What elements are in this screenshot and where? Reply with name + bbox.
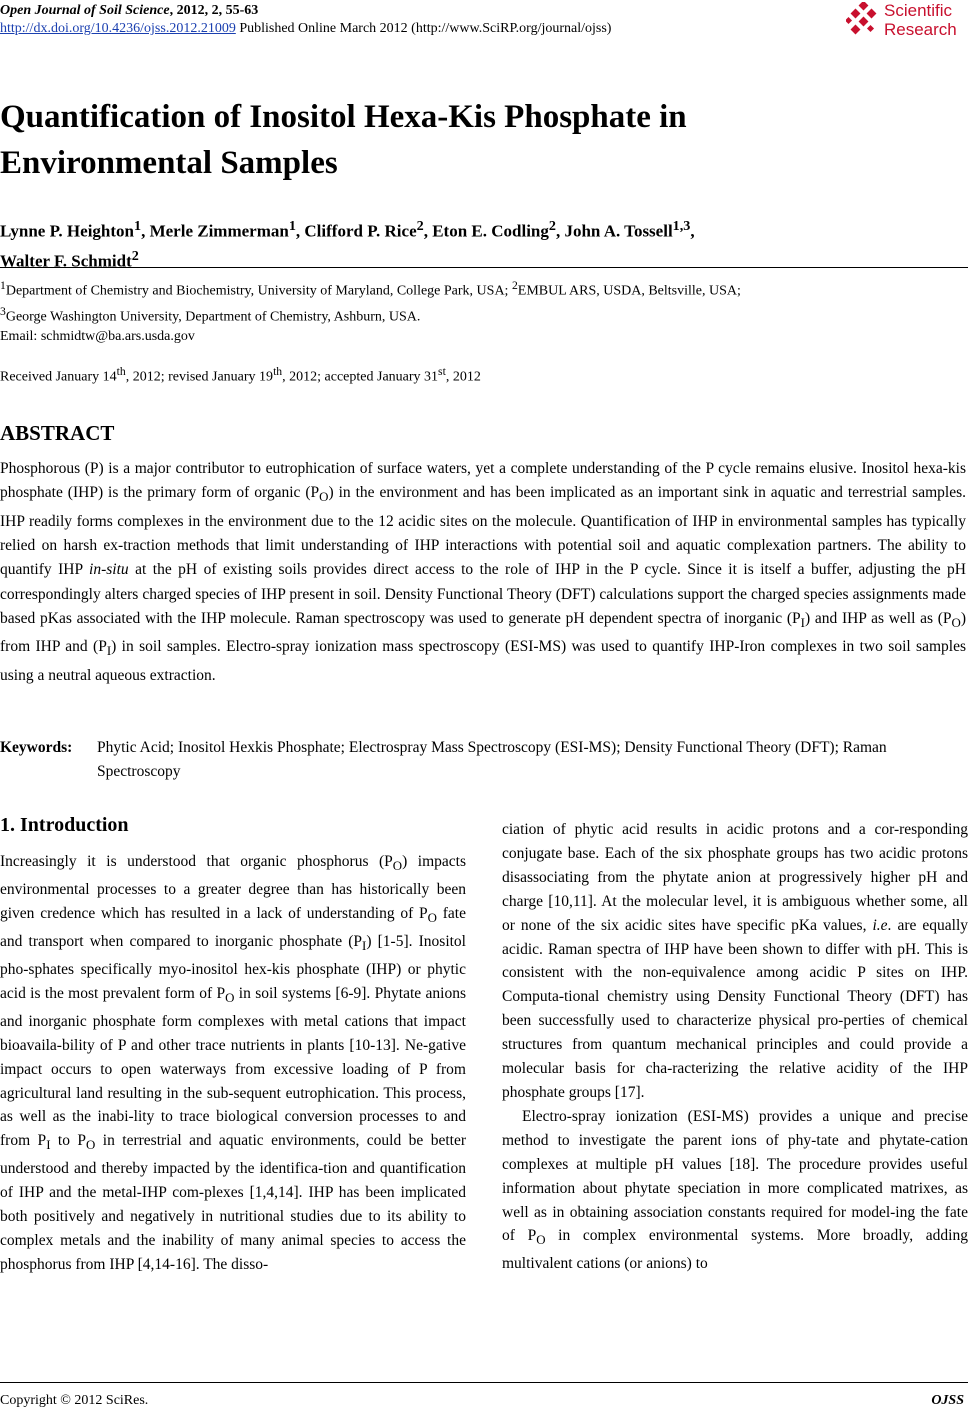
keywords xyxy=(0,736,966,784)
logo-mark-icon xyxy=(846,2,880,40)
publisher-logo xyxy=(846,0,966,44)
author: Lynne P. Heighton xyxy=(0,221,134,241)
journal-header xyxy=(0,2,258,20)
abstract-body: Phosphorous (P) is a major contributor to eutrophication of surface waters, yet a complete understanding of the P cycle remains elusive. Inositol hexa-kis phosphate (IHP) is the primary form of organic $(P_O)$ in the environment and has been implicated as an important sink in aquatic and terrestrial samples. IHP readily forms complexes in the environment due to the 12 acidic sites on the molecule. Quantification of IHP in environmental samples has typically relied on harsh ex-traction methods that limit understanding of IHP interactions with potential soil and aquatic complexation partners. The ability to quantify IHP in-situ at the pH of existing soils provides direct access to the role of IHP in the P cycle. Since it is itself a buffer, adjusting the pH correspondingly alters charged species of IHP present in soil. Density Functional Theory (DFT) calculations support the charged species assignments made based pKas associated with the IHP molecule. Raman spectroscopy was used to generate pH dependent spectra of inorganic $(P_I)$ and IHP as well as $(P_O)$ from IHP and $(P_I)$ in soil samples. Electro-spray ionization mass spectroscopy (ESI-MS) was used to quantify IHP-Iron complexes in two soil samples using a neutral aqueous extraction. xyxy=(0,460,967,684)
email: Email: schmidtw@ba.ars.usda.gov xyxy=(0,329,195,345)
footer-divider xyxy=(0,1382,968,1383)
author: Walter F. Schmidt xyxy=(0,251,132,271)
journal-name: Open Journal of Soil Science xyxy=(0,3,170,18)
copyright: Copyright © 2012 SciRes. xyxy=(0,1393,149,1408)
author: Eton E. Codling xyxy=(432,221,549,241)
logo-text: Scientific Research xyxy=(884,1,957,39)
author: Clifford P. Rice xyxy=(304,221,417,241)
journal-abbreviation: OJSS xyxy=(931,1393,964,1408)
doi-link[interactable]: http://dx.doi.org/10.4236/ojss.2012.21009 xyxy=(0,21,236,36)
author: John A. Tossell xyxy=(564,221,673,241)
section-heading: 1. Introduction xyxy=(0,814,129,836)
paper-title: Quantification of Inositol Hexa-Kis Phosphate in Environmental Samples xyxy=(0,99,687,181)
journal-details: , 2012, 2, 55-63 xyxy=(169,3,259,18)
keywords-value: Phytic Acid; Inositol Hexkis Phosphate; Electrospray Mass Spectroscopy (ESI-MS); Density Functional Theory (DFT); Raman Spectroscopy xyxy=(97,739,887,780)
published-info: Published Online March 2012 (http://www.SciRP.org/journal/ojss) xyxy=(235,21,612,36)
column-left: Increasingly it is understood that organic phosphorus $(P_O)$ impacts environmental processes to a greater degree than has historically been given credence which has resulted in a lack of understanding of $P_O$ fate and transport when compared to inorganic phosphate $(P_I)$ [1-5]. Inositol pho-sphates specifically myo-inositol hex-kis phosphate (IHP) or phytic acid is the most prevalent form of $P_O$ in soil systems [6-9]. Phytate anions and inorganic phosphate form complexes with metal cations that impact bioavaila-bility of P and other trace nutrients in plants [10-13]. Ne-gative impact occurs to open waterways from excessive loading of P from agricultural land resulting in the sub-sequent eutrophication. This process, as well as the inabi-lity to trace biological conversion processes to and from $P_I$ to $P_O$ in terrestrial and aquatic environments, could be better understood and thereby impacted by the identifica-tion and quantification of IHP and the metal-IHP com-plexes [1,4,14]. IHP has been implicated both positively and negatively in nutritional studies due to its ability to complex metals and the inability of many animal species to access the phosphorus from IHP [4,14-16]. The disso- xyxy=(0,853,467,1273)
received-dates: Received January 14th, 2012; revised January 19th, 2012; accepted January 31st, 2012 xyxy=(0,365,481,385)
doi-line xyxy=(0,20,611,38)
column-right: ciation of phytic acid results in acidic protons and a cor-responding conjugate base. Each of the six phosphate groups has two acidic protons disassociating from the phytate anion at progressively higher pH and charge [10,11]. At the molecular level, it is ambiguous whether some, all or none of the six acidic sites have specific pKa values, i.e. are equally acidic. Raman spectra of IHP have been shown to differ with pH. This is consistent with the non-equivalence among acidic P sites on IHP. Computa-tional chemistry using Density Functional Theory (DFT) has been successfully used to characterize physical pro-perties of chemical structures from quantum mechanical principles and could provide a molecular basis for cha-racterizing the relative acidity of the IHP phosphate groups [17]. Electro-spray ionization (ESI-MS) provides a unique and precise method to investigate the parent ions of phy-tate and phytate-cation complexes at multiple pH values [18]. The procedure provides useful information about phytate speciation in more complicated matrixes, as well as in obtaining association constants required for model-ing the fate of $P_O$ in complex environmental systems. More broadly, adding multivalent cations (or anions) to xyxy=(502,821,968,1273)
author-list: Lynne P. Heighton$^1$, Merle Zimmerman$^1$, Clifford P. Rice$^2$, Eton E. Codling$^2$, John A. Tossell$^{1,3}$, Walter F. Schmidt$^2$ xyxy=(0,218,695,271)
author: Merle Zimmerman xyxy=(149,221,289,241)
keywords-label: Keywords: xyxy=(0,739,73,756)
affiliations: $^1$Department of Chemistry and Biochemistry, University of Maryland, College Park, USA; $^2$EMBUL ARS, USDA, Beltsville, USA; $^3$George Washington University, Department of Chemistry, Ashburn, USA. Email: schmidtw@ba.ars.usda.gov xyxy=(0,279,741,345)
abstract-heading: ABSTRACT xyxy=(0,421,115,445)
header-divider xyxy=(0,267,968,268)
